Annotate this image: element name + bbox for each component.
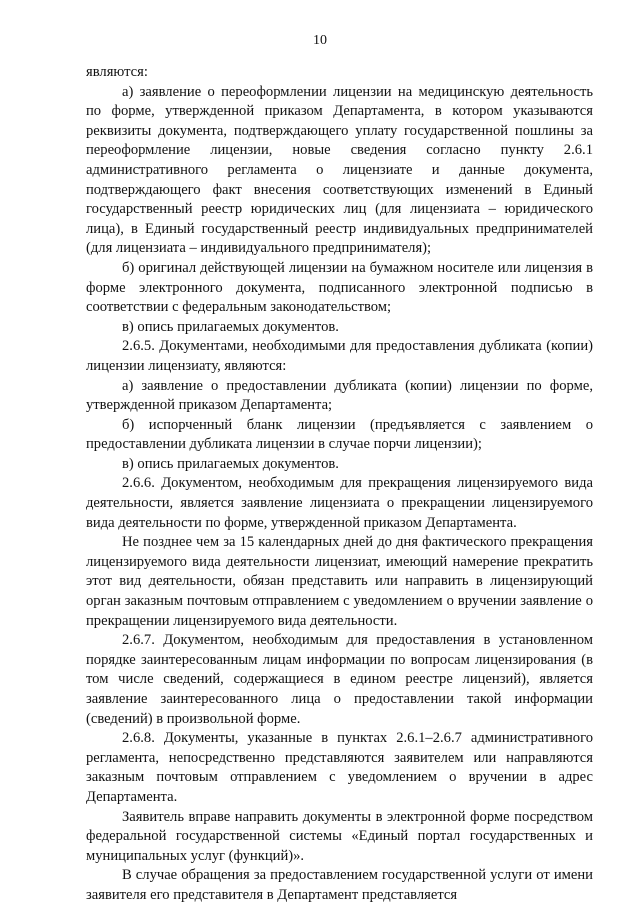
paragraph-p_el: Заявитель вправе направить документы в электронной форме посредством федеральной государственной системы «Единый портал государственных и муниципальных услуг (функций)». (86, 808, 593, 864)
paragraph-a1: а) заявление о переоформлении лицензии на медицинскую деятельность по форме, утвержденной приказом Департамента, в котором указываются реквизиты документа, подтверждающего уплату государственной пошлины за переоформление лицензии, новые сведения согласно пункту 2.6.1 административного регламента о лицензиате и данные документа, подтверждающего факт внесения соответствующих изменений в Единый государственный реестр юридических лиц (для лицензиата – юридического лица), в Единый государственный реестр индивидуальных предпринимателей (для лицензиата – индивидуального предпринимателя); (86, 83, 593, 257)
page-number: 10 (313, 33, 327, 48)
paragraph-p15: Не позднее чем за 15 календарных дней до дня фактического прекращения лицензируемого вида деятельности лицензиат, имеющий намерение прекратить этот вид деятельности, обязан представить или направить в лицензирующий орган заказным почтовым отправлением с уведомлением о вручении заявление о прекращении лицензируемого вида деятельности. (86, 534, 593, 629)
paragraph-s267: 2.6.7. Документом, необходимым для предоставления в установленном порядке заинтересованным лицам информации по вопросам лицензирования (в том числе сведений, содержащиеся в едином реестре лицензий), является заявление заинтересованного лица о предоставлении такой информации (сведений) в произвольной форме. (86, 632, 593, 727)
paragraph-p_rep: В случае обращения за предоставлением государственной услуги от имени заявителя его представителя в Департамент представляется (86, 867, 593, 903)
paragraph-b2: б) испорченный бланк лицензии (предъявляется с заявлением о предоставлении дубликата лицензии в случае порчи лицензии); (86, 416, 593, 453)
paragraph-s268: 2.6.8. Документы, указанные в пунктах 2.6.1–2.6.7 административного регламента, непосредственно представляются заявителем или направляются заказным почтовым отправлением с уведомлением о вручении в адрес Департамента. (86, 730, 593, 805)
paragraph-lead: являются: (86, 64, 148, 80)
paragraph-s265: 2.6.5. Документами, необходимыми для предоставления дубликата (копии) лицензии лицензиату, являются: (86, 338, 593, 374)
paragraph-v2: в) опись прилагаемых документов. (122, 455, 339, 472)
paragraph-a2: а) заявление о предоставлении дубликата (копии) лицензии по форме, утвержденной приказом Департамента; (86, 377, 593, 414)
paragraph-b1: б) оригинал действующей лицензии на бумажном носителе или лицензия в форме электронного документа, подписанного электронной подписью в соответствии с федеральным законодательством; (86, 259, 593, 316)
paragraph-s266: 2.6.6. Документом, необходимым для прекращения лицензируемого вида деятельности, является заявление лицензиата о прекращении лицензируемого вида деятельности по форме, утвержденной приказом Департамента. (86, 475, 593, 531)
paragraph-v1: в) опись прилагаемых документов. (122, 318, 339, 335)
document-body (86, 63, 593, 906)
